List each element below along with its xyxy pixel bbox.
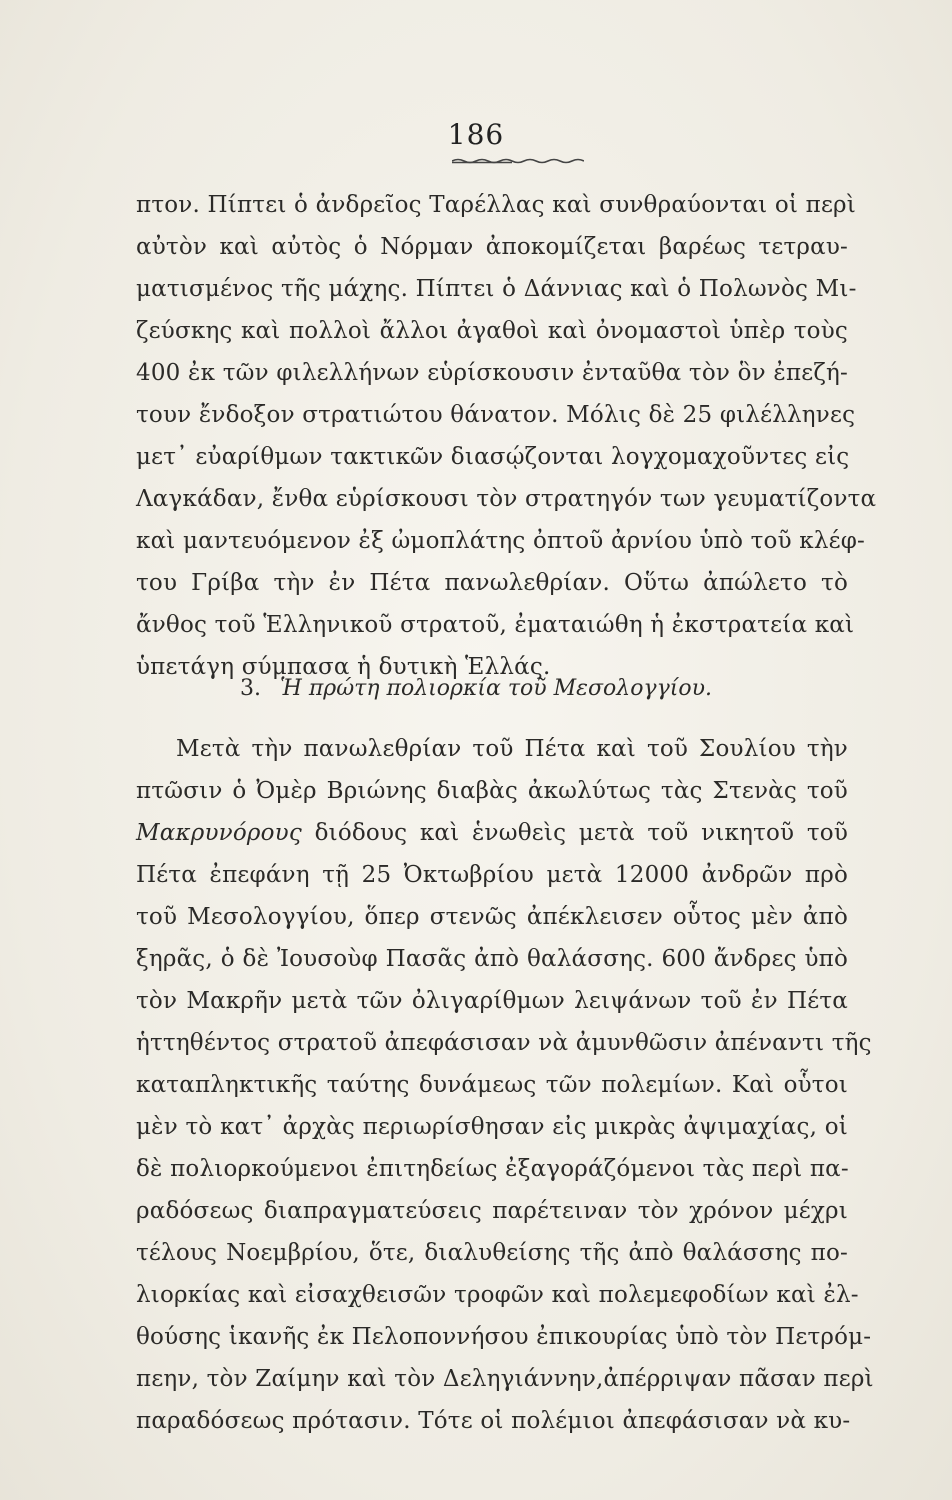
text-line: πτον. Πίπτει ὁ ἀνδρεῖος Ταρέλλας καὶ συνθραύονται οἱ περὶ: [136, 192, 856, 218]
text-line: καταπληκτικῆς ταύτης δυνάμεως τῶν πολεμίων. Καὶ οὗτοι: [136, 1072, 848, 1098]
text-line: ὑπετάγη σύμπασα ἡ δυτικὴ Ἑλλάς.: [136, 654, 551, 680]
text-line: ἡττηθέντος στρατοῦ ἀπεφάσισαν νὰ ἀμυνθῶσιν ἀπέναντι τῆς: [136, 1030, 872, 1056]
text-line: μὲν τὸ κατ᾽ ἀρχὰς περιωρίσθησαν εἰς μικρὰς ἀψιμαχίας, οἱ: [136, 1114, 848, 1140]
section-title: Ἡ πρώτη πολιορκία τοῦ Μεσολογγίου.: [280, 676, 712, 701]
text-line: καὶ μαντευόμενον ἐξ ὠμοπλάτης ὀπτοῦ ἀρνίου ὑπὸ τοῦ κλέφ-: [136, 528, 866, 554]
text-line: τὸν Μακρῆν μετὰ τῶν ὀλιγαρίθμων λειψάνων τοῦ ἐν Πέτα: [136, 988, 848, 1014]
italic-place-name: Μακρυνόρους: [136, 820, 302, 846]
text-line: ζεύσκης καὶ πολλοὶ ἄλλοι ἀγαθοὶ καὶ ὀνομαστοὶ ὑπὲρ τοὺς: [136, 318, 848, 344]
text-line: τουν ἔνδοξον στρατιώτου θάνατον. Μόλις δὲ 25 φιλέλληνες: [136, 402, 856, 428]
text-line: πτῶσιν ὁ Ὀμὲρ Βριώνης διαβὰς ἀκωλύτως τὰς Στενὰς τοῦ: [136, 778, 848, 804]
text-line: δὲ πολιορκούμενοι ἐπιτηδείως ἐξαγοράζόμενοι τὰς περὶ πα-: [136, 1156, 849, 1182]
section-heading: [0, 668, 952, 710]
section-number: 3.: [240, 676, 262, 701]
text-line: ραδόσεως διαπραγματεύσεις παρέτειναν τὸν χρόνον μέχρι: [136, 1198, 848, 1224]
text-line: παραδόσεως πρότασιν. Τότε οἱ πολέμιοι ἀπεφάσισαν νὰ κυ-: [136, 1408, 851, 1434]
ornamental-rule: [452, 158, 584, 164]
text-line: Μακρυνόρους διόδους καὶ ἑνωθεὶς μετὰ τοῦ νικητοῦ τοῦ: [136, 820, 848, 846]
text-line: ξηρᾶς, ὁ δὲ Ἰουσοὺφ Πασᾶς ἀπὸ θαλάσσης. 600 ἄνδρες ὑπὸ: [136, 946, 848, 972]
text-line: θούσης ἱκανῆς ἐκ Πελοποννήσου ἐπικουρίας ὑπὸ τὸν Πετρόμ-: [136, 1324, 872, 1350]
text-line: λιορκίας καὶ εἰσαχθεισῶν τροφῶν καὶ πολεμεφοδίων καὶ ἐλ-: [136, 1282, 859, 1308]
paragraph-siege: [136, 728, 874, 1442]
text-line: τέλους Νοεμβρίου, ὅτε, διαλυθείσης τῆς ἀπὸ θαλάσσης πο-: [136, 1240, 848, 1266]
page-number: 186: [447, 118, 505, 151]
text-line: ἄνθος τοῦ Ἑλληνικοῦ στρατοῦ, ἐματαιώθη ἡ ἐκστρατεία καὶ: [136, 612, 855, 638]
text-line: του Γρίβα τὴν ἐν Πέτα πανωλεθρίαν. Οὕτω ἀπώλετο τὸ: [136, 570, 848, 596]
text-line: Πέτα ἐπεφάνη τῇ 25 Ὀκτωβρίου μετὰ 12000 ἀνδρῶν πρὸ: [136, 862, 848, 888]
text-line: 400 ἐκ τῶν φιλελλήνων εὑρίσκουσιν ἐνταῦθα τὸν ὃν ἐπεζή-: [136, 360, 848, 386]
text-line: Λαγκάδαν, ἔνθα εὑρίσκουσι τὸν στρατηγόν των γευματίζοντα: [136, 486, 877, 512]
text-line: πεην, τὸν Ζαίμην καὶ τὸν Δεληγιάννην,ἀπέρριψαν πᾶσαν περὶ: [136, 1366, 874, 1392]
text-line: ματισμένος τῆς μάχης. Πίπτει ὁ Δάννιας καὶ ὁ Πολωνὸς Μι-: [136, 276, 857, 302]
text-line: αὐτὸν καὶ αὐτὸς ὁ Νόρμαν ἀποκομίζεται βαρέως τετραυ-: [136, 234, 848, 260]
paragraph-continuation: [136, 184, 877, 688]
text-line: Μετὰ τὴν πανωλεθρίαν τοῦ Πέτα καὶ τοῦ Σουλίου τὴν: [176, 736, 848, 762]
text-line: τοῦ Μεσολογγίου, ὅπερ στενῶς ἀπέκλεισεν οὗτος μὲν ἀπὸ: [136, 904, 848, 930]
text-line: μετ᾽ εὐαρίθμων τακτικῶν διασῴζονται λογχομαχοῦντες εἰς: [136, 444, 850, 470]
